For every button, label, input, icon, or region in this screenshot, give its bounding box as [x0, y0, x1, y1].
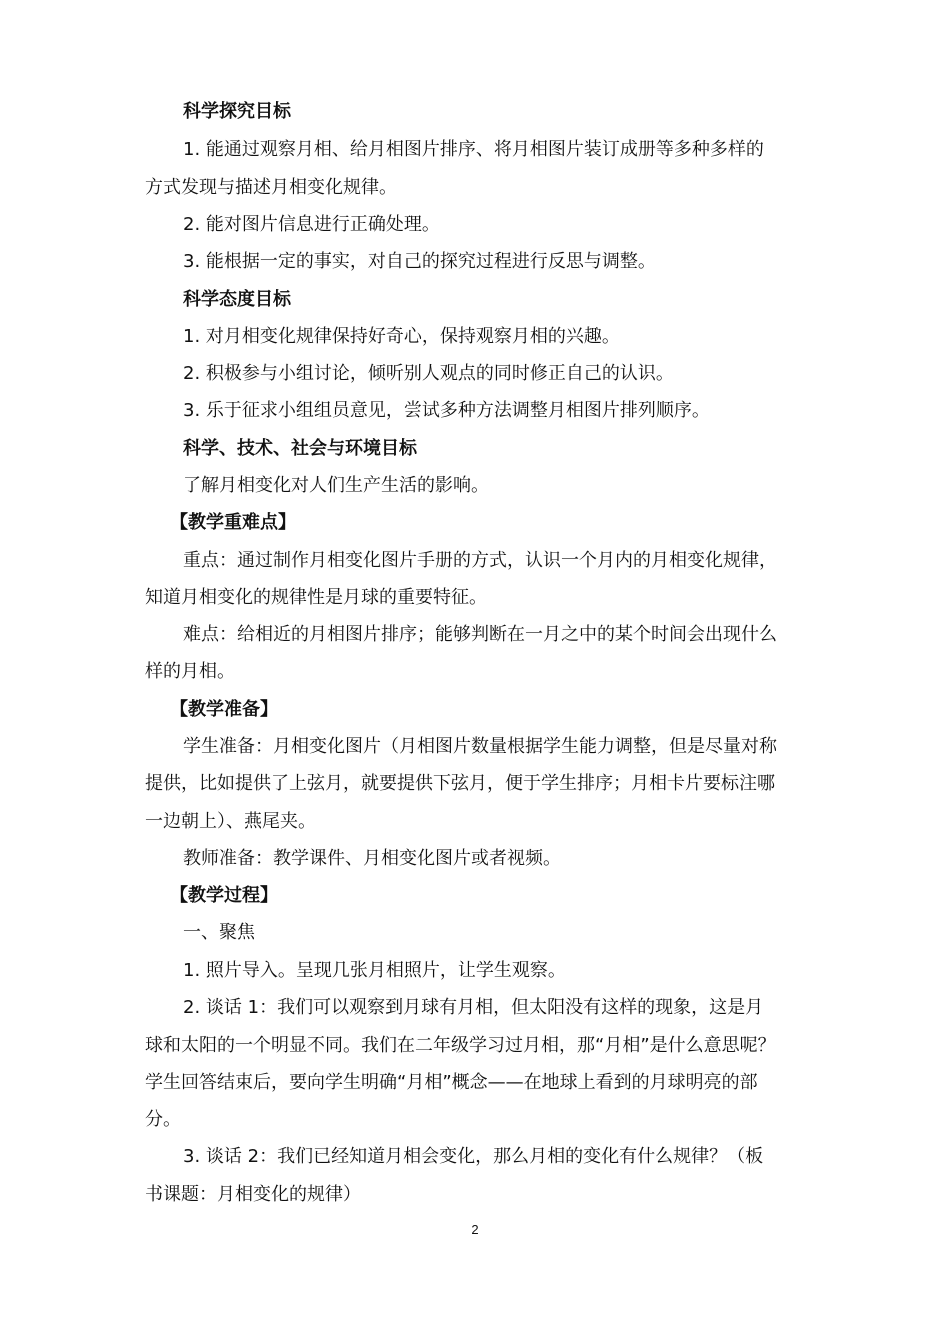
paragraph-line: 球和太阳的一个明显不同。我们在二年级学习过月相，那“月相”是什么意思呢？	[145, 1035, 776, 1056]
paragraph-line: 1. 对月相变化规律保持好奇心，保持观察月相的兴趣。	[183, 326, 620, 347]
section-title-focus: 一、聚焦	[183, 922, 255, 943]
heading-process: 【教学过程】	[170, 885, 278, 906]
paragraph-line: 方式发现与描述月相变化规律。	[145, 177, 397, 198]
heading-inquiry-goals: 科学探究目标	[183, 101, 291, 122]
paragraph-line: 1. 照片导入。呈现几张月相照片，让学生观察。	[183, 960, 566, 981]
heading-attitude-goals: 科学态度目标	[183, 289, 291, 310]
paragraph-line: 分。	[145, 1109, 181, 1130]
paragraph-line: 书课题：月相变化的规律）	[145, 1184, 361, 1205]
paragraph-line: 教师准备：教学课件、月相变化图片或者视频。	[183, 848, 561, 869]
paragraph-line: 3. 乐于征求小组组员意见，尝试多种方法调整月相图片排列顺序。	[183, 400, 710, 421]
paragraph-line: 一边朝上）、燕尾夹。	[145, 811, 316, 832]
paragraph-line: 1. 能通过观察月相、给月相图片排序、将月相图片装订成册等多种多样的	[183, 139, 764, 160]
paragraph-line: 学生准备：月相变化图片（月相图片数量根据学生能力调整，但是尽量对称	[183, 736, 777, 757]
heading-key-points: 【教学重难点】	[170, 512, 296, 533]
paragraph-line: 2. 谈话 1：我们可以观察到月球有月相，但太阳没有这样的现象，这是月	[183, 997, 764, 1018]
paragraph-line: 重点：通过制作月相变化图片手册的方式，认识一个月内的月相变化规律，	[183, 550, 777, 571]
paragraph-line: 知道月相变化的规律性是月球的重要特征。	[145, 587, 487, 608]
paragraph-line: 3. 谈话 2：我们已经知道月相会变化，那么月相的变化有什么规律？（板	[183, 1146, 764, 1167]
paragraph-line: 学生回答结束后，要向学生明确“月相”概念——在地球上看到的月球明亮的部	[145, 1072, 758, 1093]
paragraph-line: 样的月相。	[145, 661, 235, 682]
heading-preparation: 【教学准备】	[170, 699, 278, 720]
paragraph-line: 3. 能根据一定的事实，对自己的探究过程进行反思与调整。	[183, 251, 656, 272]
paragraph-line: 了解月相变化对人们生产生活的影响。	[183, 475, 489, 496]
paragraph-line: 2. 积极参与小组讨论，倾听别人观点的同时修正自己的认识。	[183, 363, 674, 384]
heading-stse-goals: 科学、技术、社会与环境目标	[183, 438, 417, 459]
paragraph-line: 难点：给相近的月相图片排序；能够判断在一月之中的某个时间会出现什么	[183, 624, 777, 645]
paragraph-line: 提供，比如提供了上弦月，就要提供下弦月，便于学生排序；月相卡片要标注哪	[145, 773, 775, 794]
page-number: 2	[471, 1222, 479, 1237]
paragraph-line: 2. 能对图片信息进行正确处理。	[183, 214, 440, 235]
